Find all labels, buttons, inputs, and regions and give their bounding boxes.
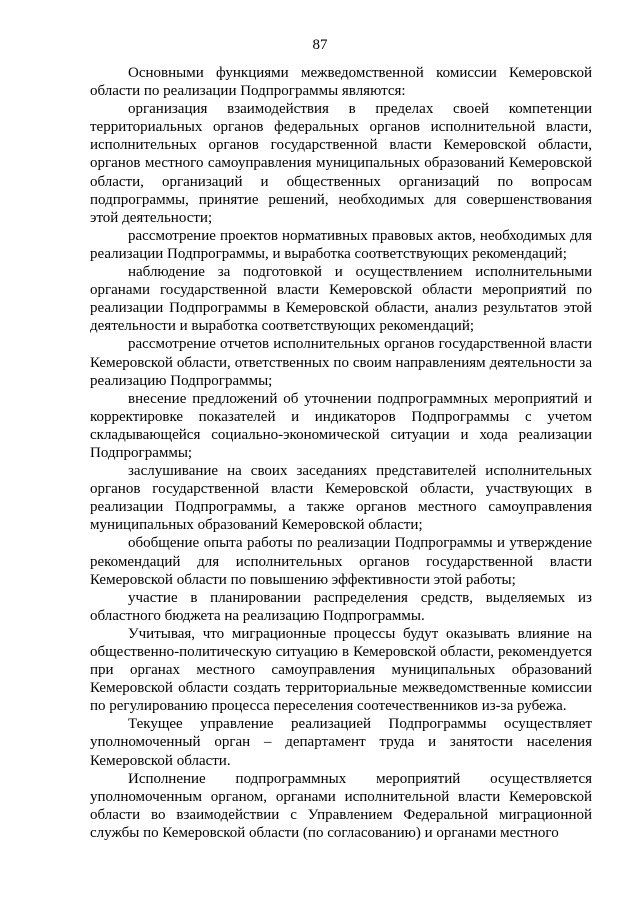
page-number: 87	[312, 37, 328, 53]
paragraph-function-proposals: внесение предложений об уточнении подпрограммных мероприятий и корректировке показателей и индикаторов Подпрограммы с учетом складывающейся социально-экономической ситуации и хода реализации Подпрограммы;	[90, 390, 592, 461]
paragraph-function-coordination: организация взаимодействия в пределах своей компетенции территориальных органов федеральных органов исполнительной власти, исполнительных органов государственной власти Кемеровской области, органов местного самоуправления муниципальных образований Кемеровской области, организаций и общественных организаций по вопросам подпрограммы, принятие решений, необходимых для совершенствования этой деятельности;	[90, 101, 592, 226]
paragraph-function-legal-review: рассмотрение проектов нормативных правовых актов, необходимых для реализации Подпрограммы, и выработка соответствующих рекомендаций;	[90, 227, 592, 262]
paragraph-function-experience: обобщение опыта работы по реализации Подпрограммы и утверждение рекомендаций для исполнительных органов государственной власти Кемеровской области по повышению эффективности этой работы;	[90, 535, 592, 588]
paragraph-execution: Исполнение подпрограммных мероприятий осуществляется уполномоченным органом, органами исполнительной власти Кемеровской области во взаимодействии с Управлением Федеральной миграционной службы по Кемеровской области (по согласованию) и органами местного	[90, 770, 592, 841]
paragraph-intro: Основными функциями межведомственной комиссии Кемеровской области по реализации Подпрограммы являются:	[90, 65, 592, 100]
paragraph-function-hearings: заслушивание на своих заседаниях представителей исполнительных органов государственной власти Кемеровской области, участвующих в реализации Подпрограммы, а также органов местного самоуправления муниципальных образований Кемеровской области;	[90, 463, 592, 534]
document-body	[90, 64, 592, 842]
paragraph-function-monitoring: наблюдение за подготовкой и осуществлением исполнительными органами государственной власти Кемеровской области мероприятий по реализации Подпрограммы в Кемеровской области, анализ результатов этой деятельности и выработка соответствующих рекомендаций;	[90, 264, 592, 335]
paragraph-territorial-commissions: Учитывая, что миграционные процессы будут оказывать влияние на общественно-политическую ситуацию в Кемеровской области, рекомендуется при органах местного самоуправления муниципальных образований Кемеровской области создать территориальные межведомственные комиссии по регулированию процесса переселения соотечественников из-за рубежа.	[90, 625, 592, 715]
paragraph-function-reports: рассмотрение отчетов исполнительных органов государственной власти Кемеровской области, ответственных по своим направлениям деятельности за реализацию Подпрограммы;	[90, 336, 592, 389]
paragraph-current-management: Текущее управление реализацией Подпрограммы осуществляет уполномоченный орган – департамент труда и занятости населения Кемеровской области.	[90, 716, 592, 769]
paragraph-function-budget: участие в планировании распределения средств, выделяемых из областного бюджета на реализацию Подпрограммы.	[90, 589, 592, 624]
